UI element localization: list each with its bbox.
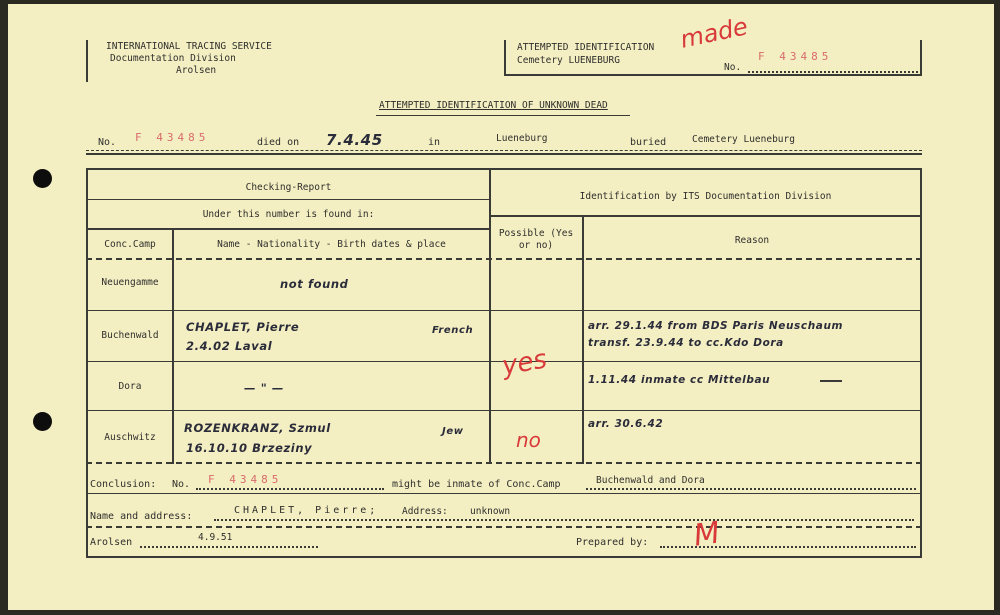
record-number-stamp: F 43485 — [135, 131, 210, 144]
row-camp: Auschwitz — [104, 432, 156, 443]
row-possible: no — [516, 428, 541, 452]
form-title: ATTEMPTED IDENTIFICATION OF UNKNOWN DEAD — [379, 100, 608, 111]
checking-report-subtitle: Under this number is found in: — [202, 209, 375, 220]
row-name: CHAPLET, Pierre — [186, 320, 300, 334]
death-date: 7.4.45 — [326, 131, 383, 149]
row-nationality: Jew — [442, 426, 464, 437]
footer-date: 4.9.51 — [198, 532, 233, 543]
row-reason-line2: transf. 23.9.44 to cc.Kdo Dora — [588, 337, 784, 349]
punch-hole-bottom — [33, 412, 52, 431]
row-reason-line1: arr. 30.6.42 — [588, 418, 664, 430]
org-name: INTERNATIONAL TRACING SERVICE — [106, 41, 272, 52]
row-name: — " — — [244, 381, 284, 395]
prepared-by-label: Prepared by: — [576, 537, 649, 548]
conclusion-no-label: No. — [172, 479, 191, 490]
row-name: not found — [280, 277, 349, 291]
row-nationality: French — [432, 325, 474, 336]
row-camp: Neuengamme — [101, 277, 159, 288]
burial-place: Cemetery Lueneburg — [692, 134, 795, 145]
org-division: Documentation Division — [110, 53, 236, 64]
conclusion-camps: Buchenwald and Dora — [596, 475, 705, 486]
box-number-stamp: F 43485 — [758, 50, 833, 63]
identification-card — [8, 4, 994, 610]
identification-title: Identification by ITS Documentation Division — [579, 191, 832, 202]
conclusion-number-stamp: F 43485 — [208, 473, 283, 486]
made-mark: made — [677, 12, 751, 54]
checking-report-title: Checking-Report — [245, 182, 332, 193]
record-no-label: No. — [98, 137, 117, 148]
box-no-label: No. — [724, 62, 742, 73]
column-header-reason: Reason — [734, 235, 770, 246]
org-location: Arolsen — [176, 65, 217, 76]
row-name: ROZENKRANZ, Szmul — [184, 421, 331, 435]
conclusion-label: Conclusion: — [90, 479, 157, 490]
column-header-possible: Possible (Yes or no) — [498, 228, 574, 251]
row-birth: 16.10.10 Brzeziny — [186, 441, 313, 455]
punch-hole-top — [33, 169, 52, 188]
conclusion-text: might be inmate of Conc.Camp — [392, 479, 561, 490]
in-label: in — [428, 137, 441, 148]
row-possible: yes — [499, 344, 550, 382]
column-header-name: Name - Nationality - Birth dates & place — [217, 239, 446, 250]
row-camp: Buchenwald — [101, 330, 159, 341]
preparer-initial: M — [691, 515, 723, 554]
column-header-camp: Conc.Camp — [104, 239, 156, 250]
died-label: died on — [257, 137, 300, 148]
death-place: Lueneburg — [496, 133, 548, 144]
address-label: Address: — [402, 506, 448, 517]
row-birth: 2.4.02 Laval — [186, 339, 273, 353]
box-title: ATTEMPTED IDENTIFICATION — [517, 42, 655, 53]
address-value: unknown — [470, 506, 511, 517]
name-address-label: Name and address: — [90, 511, 193, 522]
box-subtitle: Cemetery LUENEBURG — [517, 55, 620, 66]
footer-place: Arolsen — [90, 537, 133, 548]
buried-label: buried — [630, 137, 667, 148]
row-camp: Dora — [118, 381, 142, 392]
row-reason-line1: 1.11.44 inmate cc Mittelbau — [588, 374, 771, 386]
row-reason-line1: arr. 29.1.44 from BDS Paris Neuschaum — [588, 320, 844, 332]
name-value: CHAPLET, Pierre; — [234, 505, 379, 516]
